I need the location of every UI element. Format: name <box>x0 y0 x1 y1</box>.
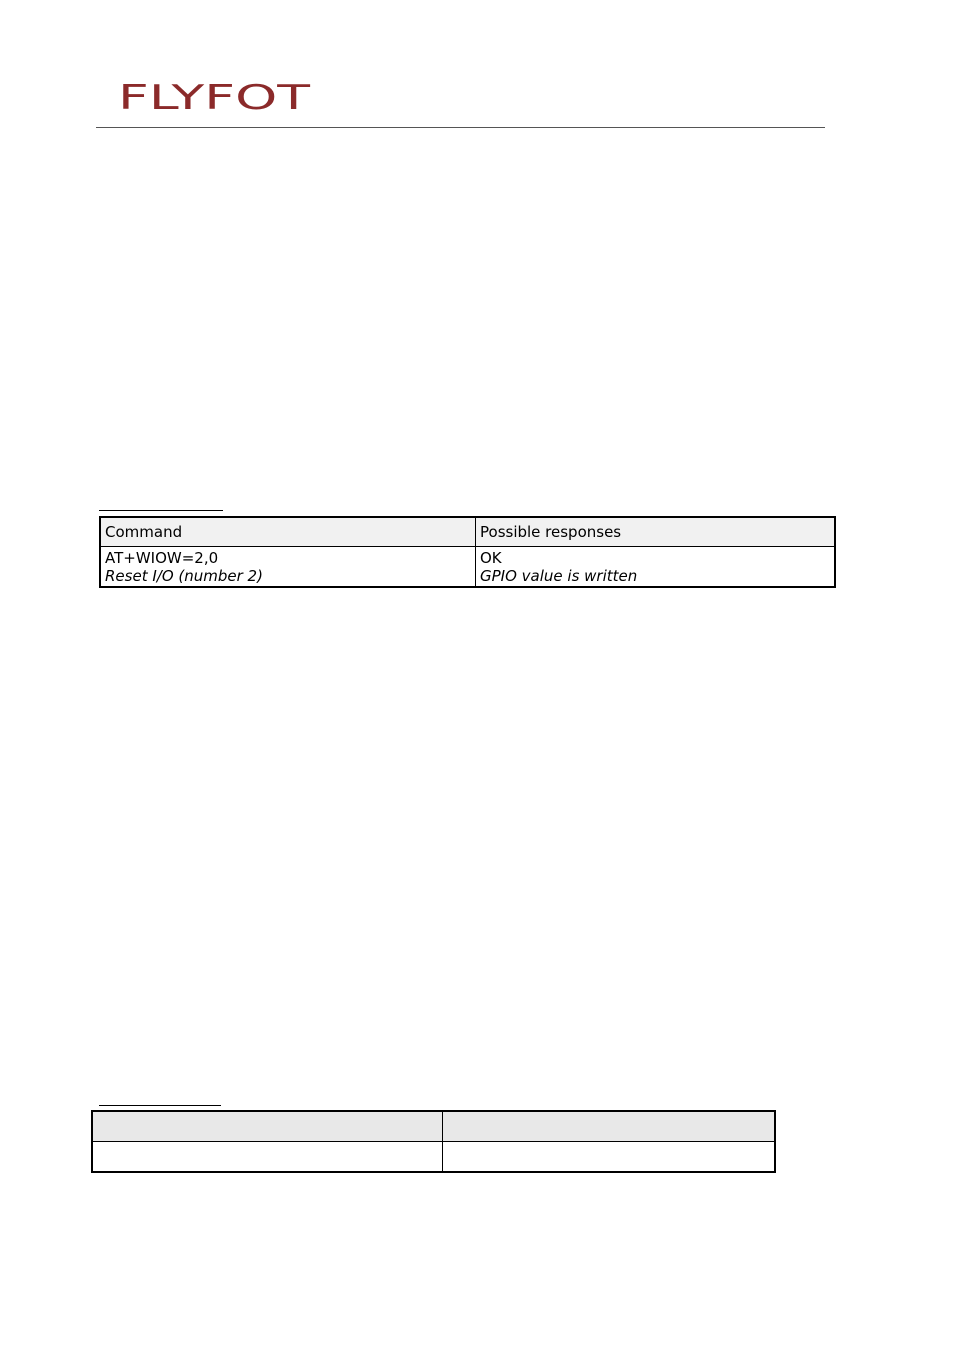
command-cell <box>100 547 476 588</box>
table-row <box>92 1142 775 1173</box>
example-table <box>99 516 836 588</box>
empty-cell <box>92 1142 443 1173</box>
header-rule <box>96 127 825 128</box>
command-note: Reset I/O (number 2) <box>105 567 263 585</box>
response-note: GPIO value is written <box>480 567 638 585</box>
logo-text: FLYFOT <box>118 80 311 114</box>
table-row <box>100 547 835 588</box>
empty-cell <box>92 1111 443 1142</box>
example-table-header-row <box>100 517 835 547</box>
flyfot-logo <box>118 80 318 114</box>
empty-cell <box>443 1142 776 1173</box>
response-text: OK <box>480 549 502 567</box>
example-heading-underline <box>99 510 223 511</box>
command-text: AT+WIOW=2,0 <box>105 549 219 567</box>
empty-table-header-row <box>92 1111 775 1142</box>
response-cell <box>476 547 836 588</box>
bottom-heading-underline <box>99 1105 221 1106</box>
empty-table <box>91 1110 776 1173</box>
column-header-command: Command <box>100 517 476 547</box>
column-header-responses: Possible responses <box>476 517 836 547</box>
empty-cell <box>443 1111 776 1142</box>
